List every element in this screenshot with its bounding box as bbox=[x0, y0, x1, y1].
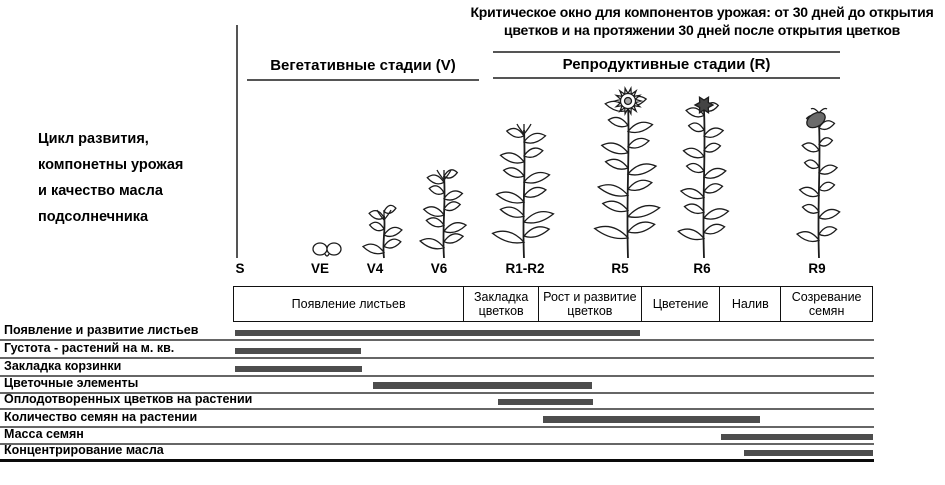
left-divider-line bbox=[236, 25, 238, 258]
phase-boxes-row bbox=[233, 286, 873, 322]
critical-window-line2: цветков и на протяжении 30 дней после открытия цветков bbox=[503, 22, 901, 39]
gantt-bar bbox=[543, 416, 760, 423]
gantt-row-plant-density bbox=[0, 341, 874, 359]
critical-window-note bbox=[462, 3, 942, 39]
stage-label-r5: R5 bbox=[611, 261, 629, 276]
stage-label-r1r2: R1-R2 bbox=[505, 261, 545, 276]
stage-label-r9: R9 bbox=[808, 261, 826, 276]
plant-v4 bbox=[363, 205, 402, 258]
gantt-row-label: Цветочные элементы bbox=[4, 375, 139, 390]
stage-label-v4: V4 bbox=[366, 261, 384, 276]
gantt-row-label: Появление и развитие листьев bbox=[4, 323, 199, 337]
gantt-row-label: Количество семян на растении bbox=[4, 409, 198, 424]
critical-window-line1: Критическое окно для компонентов урожая: от 30 дней до открытия bbox=[470, 4, 934, 20]
gantt-row-oil-concentration bbox=[0, 445, 874, 462]
gantt-row-seed-number bbox=[0, 410, 874, 428]
gantt-row-leaf-development bbox=[0, 323, 874, 342]
stage-label-s: S bbox=[235, 261, 245, 276]
phase-seed-maturation: Созревание семян bbox=[780, 287, 872, 321]
plant-v6 bbox=[420, 170, 466, 258]
gantt-bar bbox=[235, 366, 362, 373]
plant-r6 bbox=[678, 97, 728, 258]
gantt-bar bbox=[235, 348, 361, 355]
plant-r1-r2 bbox=[493, 124, 554, 258]
caption-line2: компонетны урожая bbox=[38, 157, 184, 173]
gantt-bar bbox=[721, 434, 873, 441]
phase-flower-initiation: Закладка цветков bbox=[463, 287, 538, 321]
gantt-bar bbox=[498, 399, 593, 406]
gantt-row-label: Густота - растений на м. кв. bbox=[4, 341, 175, 355]
phase-flower-growth: Рост и развитие цветков bbox=[538, 287, 641, 321]
phase-leaf-appearance: Появление листьев bbox=[291, 296, 406, 311]
caption-line4: подсолнечника bbox=[38, 209, 149, 225]
gantt-row-label: Концентрирование масла bbox=[4, 443, 164, 457]
stage-label-v6: V6 bbox=[430, 261, 448, 276]
gantt-bar bbox=[744, 450, 873, 457]
reproductive-stages-header: Репродуктивные стадии (R) bbox=[493, 51, 840, 79]
gantt-row-head-initiation bbox=[0, 359, 874, 377]
plant-r9 bbox=[797, 109, 840, 259]
plant-ve bbox=[313, 243, 341, 256]
gantt-row-label: Оплодотворенных цветков на растении bbox=[4, 392, 253, 406]
vegetative-stages-header: Вегетативные стадии (V) bbox=[247, 57, 479, 81]
caption-line3: и качество масла bbox=[38, 183, 163, 199]
stage-label-r6: R6 bbox=[693, 261, 711, 276]
stage-label-ve: VE bbox=[310, 261, 330, 276]
gantt-bar bbox=[235, 330, 640, 337]
phase-flowering: Цветение bbox=[641, 287, 720, 321]
gantt-row-fertilized-flowers bbox=[0, 394, 874, 411]
caption-line1: Цикл развития, bbox=[38, 131, 149, 147]
diagram-caption bbox=[38, 126, 183, 230]
gantt-row-label: Закладка корзинки bbox=[4, 359, 122, 373]
plant-r5 bbox=[595, 88, 660, 258]
phase-grain-fill: Налив bbox=[719, 287, 780, 321]
gantt-bar bbox=[373, 382, 592, 389]
gantt-row-label: Масса семян bbox=[4, 427, 84, 441]
